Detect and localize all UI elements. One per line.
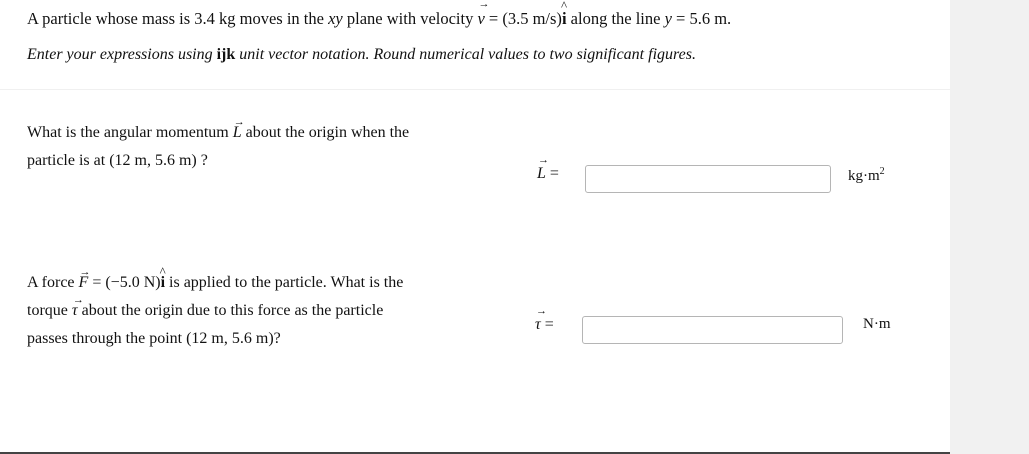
question-line bbox=[27, 297, 467, 325]
question-line bbox=[27, 325, 467, 353]
question-text: is applied to the particle. What is the bbox=[165, 274, 404, 291]
question-text: torque bbox=[27, 302, 72, 319]
question-angular-momentum bbox=[27, 119, 467, 175]
force-vector-symbol: → F bbox=[79, 269, 89, 297]
angular-momentum-symbol: → L bbox=[233, 119, 242, 147]
question-line bbox=[27, 269, 467, 297]
y-variable: y bbox=[664, 9, 672, 28]
torque-label-symbol: → τ bbox=[535, 316, 541, 334]
unit-base: kg·m bbox=[848, 168, 880, 184]
ijk-notation: ijk bbox=[216, 46, 236, 63]
i-hat-unit-vector: ^ i bbox=[562, 9, 567, 29]
torque-input[interactable] bbox=[582, 316, 843, 344]
angular-momentum-answer-label bbox=[537, 165, 559, 183]
instructions-text: unit vector notation. Round numerical values to two significant figures. bbox=[235, 46, 696, 63]
right-margin-panel bbox=[950, 0, 1029, 454]
instructions-text: Enter your expressions using bbox=[27, 46, 217, 63]
question-text: about the origin due to this force as the particle bbox=[77, 302, 384, 319]
divider bbox=[0, 89, 950, 90]
question-text: A force bbox=[27, 274, 79, 291]
intro-text: along the line bbox=[566, 9, 665, 28]
intro-text: plane with velocity bbox=[342, 9, 478, 28]
question-text: passes through the point (12 m, 5.6 m)? bbox=[27, 330, 281, 347]
question-text: about the origin when the bbox=[241, 124, 410, 141]
instructions bbox=[27, 46, 696, 64]
question-torque bbox=[27, 269, 467, 353]
intro-text: = (3.5 m/s) bbox=[484, 9, 562, 28]
velocity-vector-symbol: → v bbox=[477, 9, 484, 29]
question-line bbox=[27, 119, 467, 147]
equals-sign: = bbox=[540, 316, 554, 333]
angular-momentum-label-symbol: → L bbox=[537, 165, 546, 183]
question-line bbox=[27, 147, 467, 175]
torque-unit: N·m bbox=[863, 316, 891, 332]
angular-momentum-input[interactable] bbox=[585, 165, 831, 193]
angular-momentum-unit bbox=[848, 166, 885, 185]
intro-text: = 5.6 m. bbox=[671, 9, 732, 28]
i-hat-unit-vector: ^ i bbox=[161, 269, 165, 297]
problem-statement bbox=[27, 9, 731, 29]
unit-exponent: 2 bbox=[879, 166, 885, 177]
question-text: What is the angular momentum bbox=[27, 124, 233, 141]
torque-answer-label bbox=[535, 316, 554, 334]
intro-text: A particle whose mass is 3.4 kg moves in the bbox=[27, 9, 329, 28]
xy-variable: xy bbox=[328, 9, 343, 28]
question-text: particle is at (12 m, 5.6 m) ? bbox=[27, 152, 208, 169]
torque-vector-symbol: → τ bbox=[72, 297, 78, 325]
question-text: = (−5.0 N) bbox=[88, 274, 161, 291]
equals-sign: = bbox=[545, 165, 559, 182]
